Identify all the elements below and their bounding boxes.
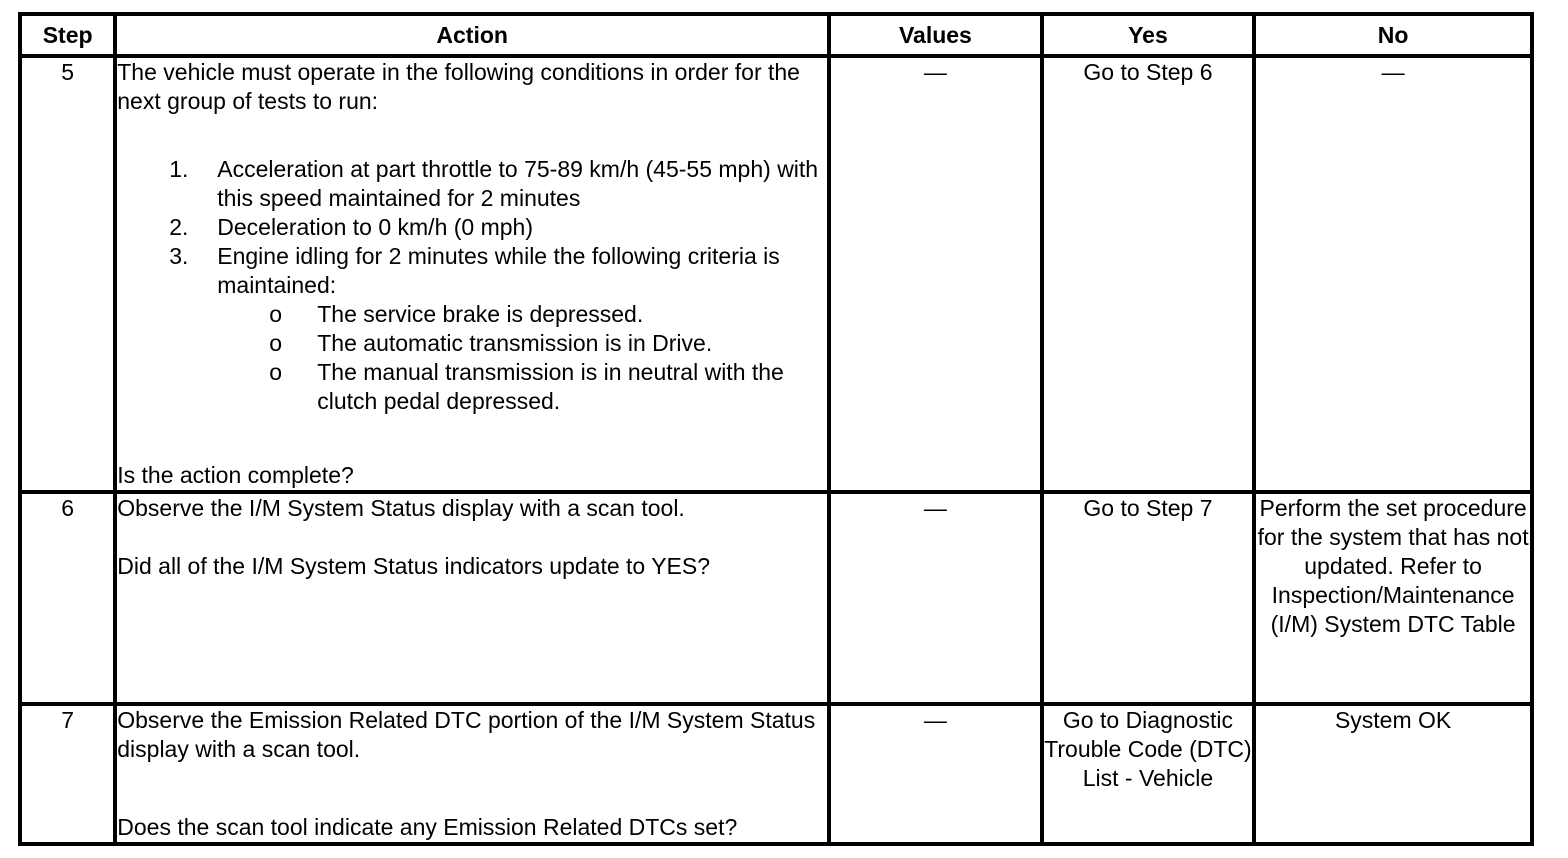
list-number: 3. (169, 243, 189, 269)
no-cell: — (1254, 56, 1532, 492)
table-row-step-6 (20, 492, 1532, 704)
list-item (117, 329, 827, 358)
yes-cell: Go to Step 6 (1042, 56, 1255, 492)
action-cell (115, 56, 829, 492)
values-cell: — (829, 56, 1042, 492)
table-row-step-7 (20, 704, 1532, 844)
yes-cell: Go to Step 7 (1042, 492, 1255, 704)
header-yes: Yes (1042, 14, 1255, 56)
step-number: 7 (20, 704, 115, 844)
header-row (20, 14, 1532, 56)
step-number: 5 (20, 56, 115, 492)
values-cell: — (829, 704, 1042, 844)
list-item (117, 300, 827, 329)
table-row-step-5 (20, 56, 1532, 492)
condition-list (117, 155, 827, 300)
action-intro: The vehicle must operate in the following conditions in order for the next group of tests to run: (117, 59, 800, 114)
bullet-icon: o (269, 330, 283, 356)
list-number: 1. (169, 156, 189, 182)
no-cell: System OK (1254, 704, 1532, 844)
action-intro: Observe the Emission Related DTC portion of the I/M System Status display with a scan tool. (117, 707, 816, 762)
header-values: Values (829, 14, 1042, 56)
action-question: Does the scan tool indicate any Emission Related DTCs set? (117, 814, 738, 840)
list-number: 2. (169, 214, 189, 240)
list-item (117, 242, 827, 300)
list-text: Engine idling for 2 minutes while the following criteria is maintained: (217, 243, 780, 298)
bullet-icon: o (269, 301, 283, 327)
header-no: No (1254, 14, 1532, 56)
header-step: Step (20, 14, 115, 56)
diagnostic-table (18, 12, 1534, 846)
list-text: The service brake is depressed. (317, 301, 644, 327)
list-text: The manual transmission is in neutral with the clutch pedal depressed. (317, 359, 784, 414)
list-text: Acceleration at part throttle to 75-89 km/h (45-55 mph) with this speed maintained for 2 minutes (217, 156, 819, 211)
bullet-icon: o (269, 359, 283, 385)
step-number: 6 (20, 492, 115, 704)
action-question: Is the action complete? (117, 462, 354, 488)
list-item (117, 155, 827, 213)
action-intro: Observe the I/M System Status display with a scan tool. (117, 495, 685, 521)
criteria-list (117, 300, 827, 416)
action-cell (115, 704, 829, 844)
action-question: Did all of the I/M System Status indicators update to YES? (117, 553, 711, 579)
values-cell: — (829, 492, 1042, 704)
list-text: The automatic transmission is in Drive. (317, 330, 713, 356)
yes-cell: Go to Diagnostic Trouble Code (DTC) List - Vehicle (1042, 704, 1255, 844)
list-item (117, 358, 827, 416)
list-text: Deceleration to 0 km/h (0 mph) (217, 214, 533, 240)
no-cell: Perform the set procedure for the system that has not updated. Refer to Inspection/Maintenance (I/M) System DTC Table (1254, 492, 1532, 704)
action-cell (115, 492, 829, 704)
header-action: Action (115, 14, 829, 56)
list-item (117, 213, 827, 242)
